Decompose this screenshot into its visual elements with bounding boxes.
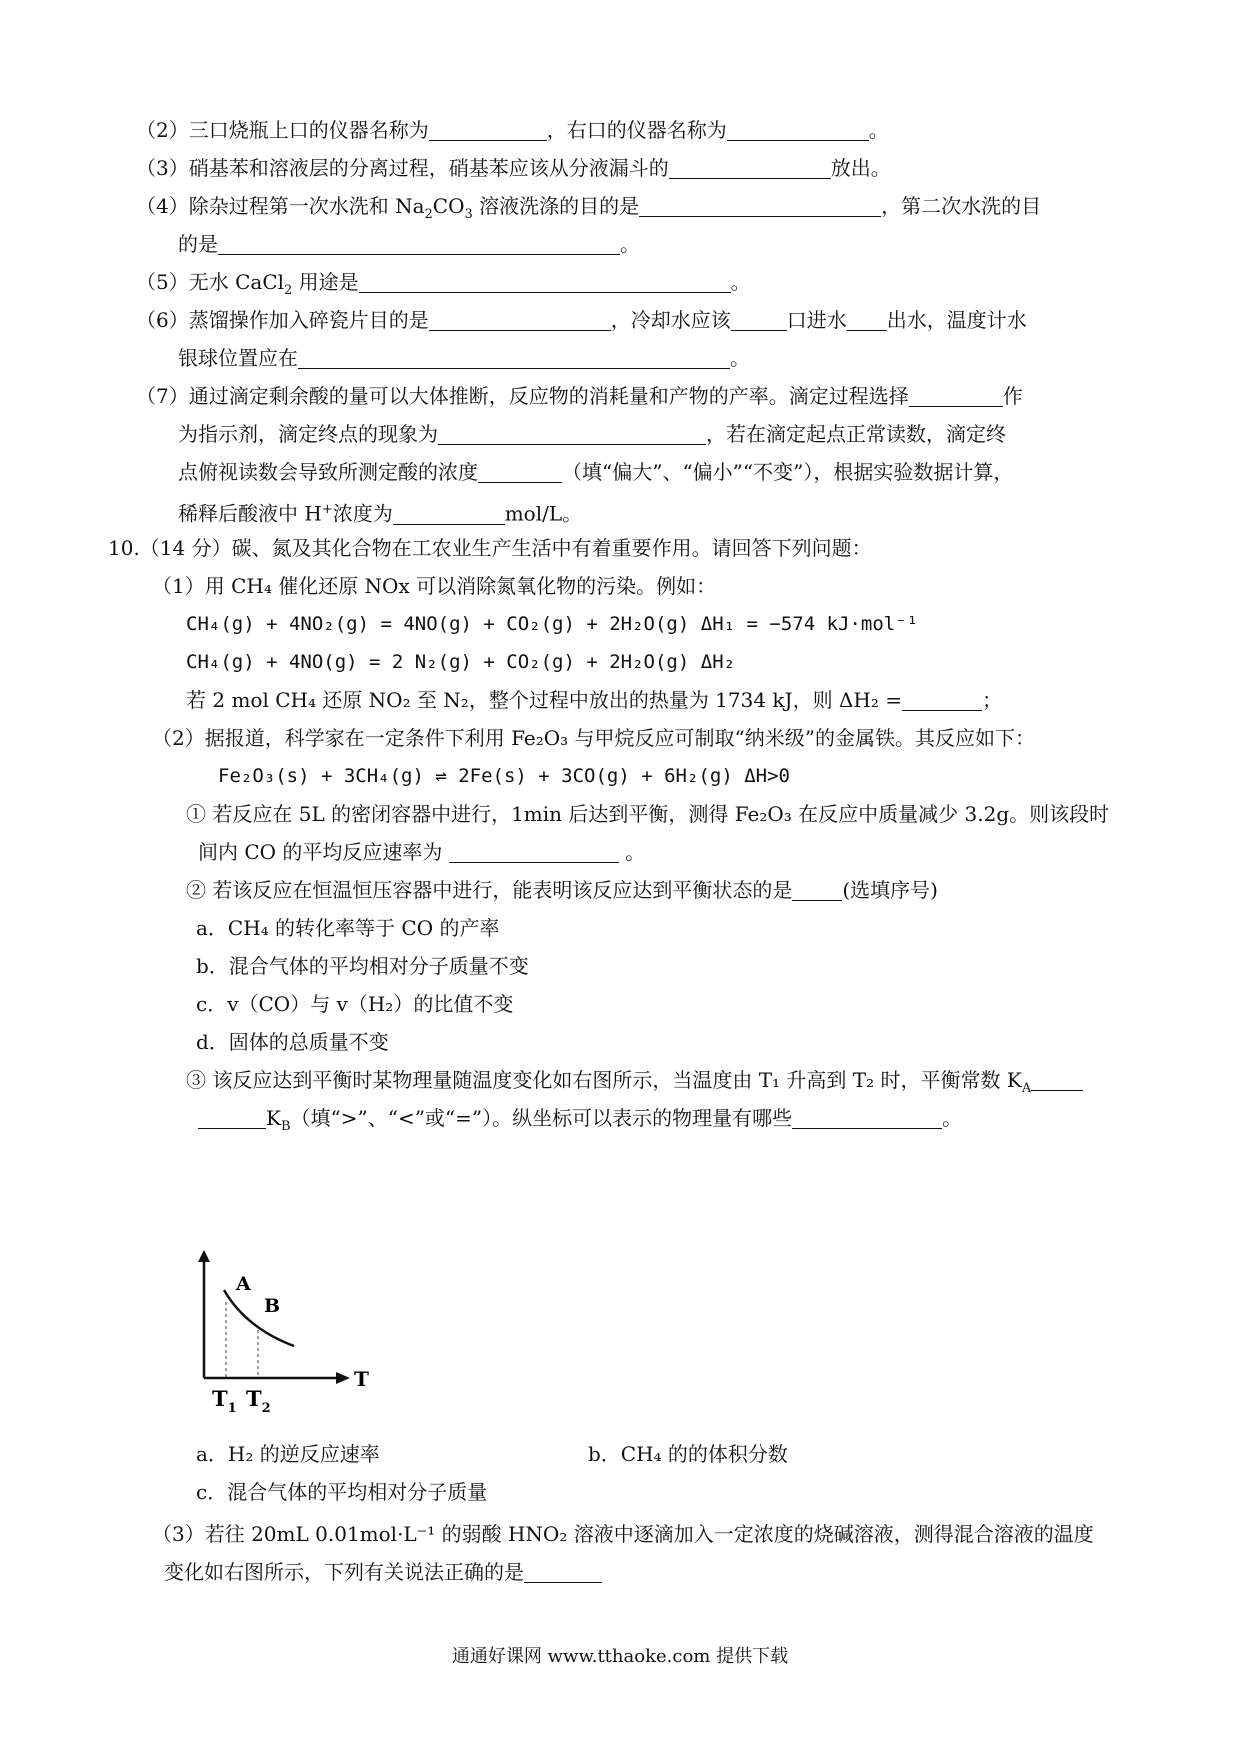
subquestion-3-cont — [198, 1104, 962, 1141]
option-d: d．固体的总质量不变 — [196, 1030, 389, 1054]
question-6 — [136, 306, 1027, 334]
question-text: ，若在滴定起点正常读数，滴定终 — [706, 422, 1006, 446]
option-a: a．CH₄ 的转化率等于 CO 的产率 — [196, 916, 500, 940]
question-text: 用途是 — [292, 270, 359, 294]
question-text: 溶液洗涤的目的是 — [472, 194, 640, 218]
curve — [224, 1290, 294, 1346]
answer-blank[interactable] — [393, 502, 505, 525]
answer-blank[interactable] — [669, 156, 831, 179]
question-text: ，第二次水洗的目 — [881, 194, 1042, 218]
question-10-part-2: （2）据报道，科学家在一定条件下利用 Fe₂O₃ 与甲烷反应可制取“纳米级”的金属铁。其反应如下： — [152, 726, 1035, 750]
question-7-cont-2 — [178, 458, 1013, 486]
question-number: （3） — [136, 156, 189, 180]
question-text: 稀释后酸液中 H — [178, 501, 322, 526]
page-footer: 通通好课网 www.tthaoke.com 提供下载 — [451, 1646, 789, 1667]
question-text: ② 若该反应在恒温恒压容器中进行，能表明该反应达到平衡状态的是 — [186, 878, 793, 902]
x-axis-arrow-icon — [336, 1372, 350, 1384]
answer-blank[interactable] — [298, 346, 730, 369]
question-10-part-3: （3）若往 20mL 0.01mol·L⁻¹ 的弱酸 HNO₂ 溶液中逐滴加入一定浓度的烧碱溶液，测得混合溶液的温度 — [152, 1522, 1094, 1546]
y-axis-arrow-icon — [198, 1250, 210, 1262]
question-text: ，右口的仪器名称为 — [546, 118, 727, 142]
t1-label: $T_1$ — [212, 1386, 237, 1416]
subscript: 2 — [284, 283, 293, 298]
question-text: CO — [432, 194, 465, 218]
question-number: （2） — [136, 118, 189, 142]
answer-blank[interactable] — [731, 308, 787, 331]
question-text: （填“偏大”、“偏小”“不变”），根据实验数据计算， — [562, 460, 1014, 484]
question-10-part-1b — [186, 686, 1002, 714]
answer-blank[interactable] — [359, 270, 731, 293]
question-10-part-3-cont — [164, 1558, 602, 1586]
question-text: 变化如右图所示，下列有关说法正确的是 — [164, 1560, 524, 1584]
answer-blank[interactable] — [218, 232, 620, 255]
question-text: (选填序号) — [842, 878, 938, 902]
question-text: 。 — [625, 840, 646, 864]
question-text: （填“>”、“<”或“=”）。纵坐标可以表示的物理量有哪些 — [290, 1106, 793, 1130]
answer-blank[interactable] — [727, 118, 869, 141]
answer-blank[interactable] — [847, 308, 887, 331]
question-number: （7） — [136, 384, 189, 408]
question-2 — [136, 116, 889, 144]
question-7-cont-3 — [178, 496, 582, 528]
answer-blank[interactable] — [902, 688, 982, 711]
question-text: K — [266, 1106, 281, 1130]
option-b: b．混合气体的平均相对分子质量不变 — [196, 954, 529, 978]
subquestion-2 — [186, 876, 938, 904]
option-c: c．v（CO）与 v（H₂）的比值不变 — [196, 992, 514, 1016]
answer-blank[interactable] — [792, 1106, 942, 1129]
answer-blank[interactable] — [1031, 1068, 1083, 1091]
point-a-label: A — [236, 1273, 251, 1295]
equation-3: Fe₂O₃(s) + 3CH₄(g) ⇌ 2Fe(s) + 3CO(g) + 6H₂(g) ΔH>0 — [218, 765, 790, 787]
question-7 — [136, 382, 1023, 410]
question-text: 。 — [868, 118, 889, 142]
question-text: 出水，温度计水 — [886, 308, 1027, 332]
superscript: + — [321, 502, 333, 517]
temperature-graph — [190, 1250, 380, 1420]
question-7-cont-1 — [178, 420, 1006, 448]
question-text: 除杂过程第一次水洗和 Na — [188, 194, 425, 218]
question-text: 银球位置应在 — [178, 346, 298, 370]
equation-1: CH₄(g) + 4NO₂(g) = 4NO(g) + CO₂(g) + 2H₂O(g) ΔH₁ = −574 kJ·mol⁻¹ — [186, 613, 919, 635]
question-text: 。 — [620, 232, 640, 256]
equation-2: CH₄(g) + 4NO(g) = 2 N₂(g) + CO₂(g) + 2H₂O(g) ΔH₂ — [186, 651, 736, 673]
point-b-label: B — [264, 1295, 281, 1317]
subquestion-3 — [186, 1066, 1083, 1103]
question-10-part-1: （1）用 CH₄ 催化还原 NOx 可以消除氮氧化物的污染。例如： — [152, 574, 717, 598]
question-text: 三口烧瓶上口的仪器名称为 — [188, 118, 429, 142]
question-4 — [136, 192, 1041, 229]
question-text: 作 — [1002, 384, 1023, 408]
answer-blank[interactable] — [438, 422, 706, 445]
subquestion-1-cont — [198, 838, 645, 866]
question-text: 间内 CO 的平均反应速率为 — [198, 840, 443, 864]
answer-blank[interactable] — [792, 878, 842, 901]
question-number: （6） — [136, 308, 189, 332]
question-5 — [136, 268, 751, 305]
answer-blank[interactable] — [909, 384, 1003, 407]
question-text: 无水 CaCl — [188, 270, 285, 294]
answer-blank[interactable] — [478, 460, 562, 483]
answer-blank[interactable] — [524, 1560, 602, 1583]
question-text: 浓度为 — [332, 501, 393, 526]
question-3 — [136, 154, 891, 182]
question-text: 点俯视读数会导致所测定酸的浓度 — [178, 460, 478, 484]
question-text: 硝基苯和溶液层的分离过程，硝基苯应该从分液漏斗的 — [188, 156, 669, 180]
question-text: 通过滴定剩余酸的量可以大体推断，反应物的消耗量和产物的产率。滴定过程选择 — [188, 384, 909, 408]
question-number: （5） — [136, 270, 189, 294]
subquestion-1: ① 若反应在 5L 的密闭容器中进行，1min 后达到平衡，测得 Fe₂O₃ 在反应中质量减少 3.2g。则该段时 — [186, 802, 1110, 826]
question-text: 。 — [730, 270, 751, 294]
subscript: A — [1021, 1081, 1032, 1096]
question-text: 若 2 mol CH₄ 还原 NO₂ 至 N₂，整个过程中放出的热量为 1734 kJ，则 ΔH₂ = — [186, 688, 902, 712]
answer-blank[interactable] — [449, 840, 619, 863]
question-6-cont — [178, 344, 750, 372]
answer-blank[interactable] — [429, 118, 547, 141]
question-text: ； — [981, 688, 1002, 712]
question-text: ③ 该反应达到平衡时某物理量随温度变化如右图所示，当温度由 T₁ 升高到 T₂ 时，平衡常数 K — [186, 1068, 1022, 1092]
question-text: 。 — [942, 1106, 963, 1130]
question-text: ，冷却水应该 — [610, 308, 731, 332]
graph-option-b: b．CH₄ 的的体积分数 — [588, 1442, 788, 1466]
question-10-title: 10.（14 分）碳、氮及其化合物在工农业生产生活中有着重要作用。请回答下列问题： — [108, 536, 872, 560]
question-4-cont — [178, 230, 640, 258]
question-text: 。 — [730, 346, 750, 370]
graph-option-c: c．混合气体的平均相对分子质量 — [196, 1480, 488, 1504]
subscript: 3 — [464, 207, 473, 222]
answer-blank[interactable] — [429, 308, 611, 331]
graph-option-a: a．H₂ 的逆反应速率 — [196, 1442, 380, 1466]
question-text: 为指示剂，滴定终点的现象为 — [178, 422, 438, 446]
x-axis-label: T — [354, 1367, 369, 1391]
subscript: B — [280, 1119, 291, 1134]
question-text: 蒸馏操作加入碎瓷片目的是 — [188, 308, 429, 332]
answer-blank[interactable] — [198, 1106, 266, 1129]
answer-blank[interactable] — [639, 194, 881, 217]
question-number: （4） — [136, 194, 189, 218]
question-text: 放出。 — [830, 156, 891, 180]
question-text: mol/L。 — [504, 501, 583, 526]
question-text: 的是 — [178, 232, 218, 256]
question-text: 口进水 — [786, 308, 847, 332]
t2-label: $T_2$ — [246, 1386, 271, 1416]
subscript: 2 — [424, 207, 433, 222]
